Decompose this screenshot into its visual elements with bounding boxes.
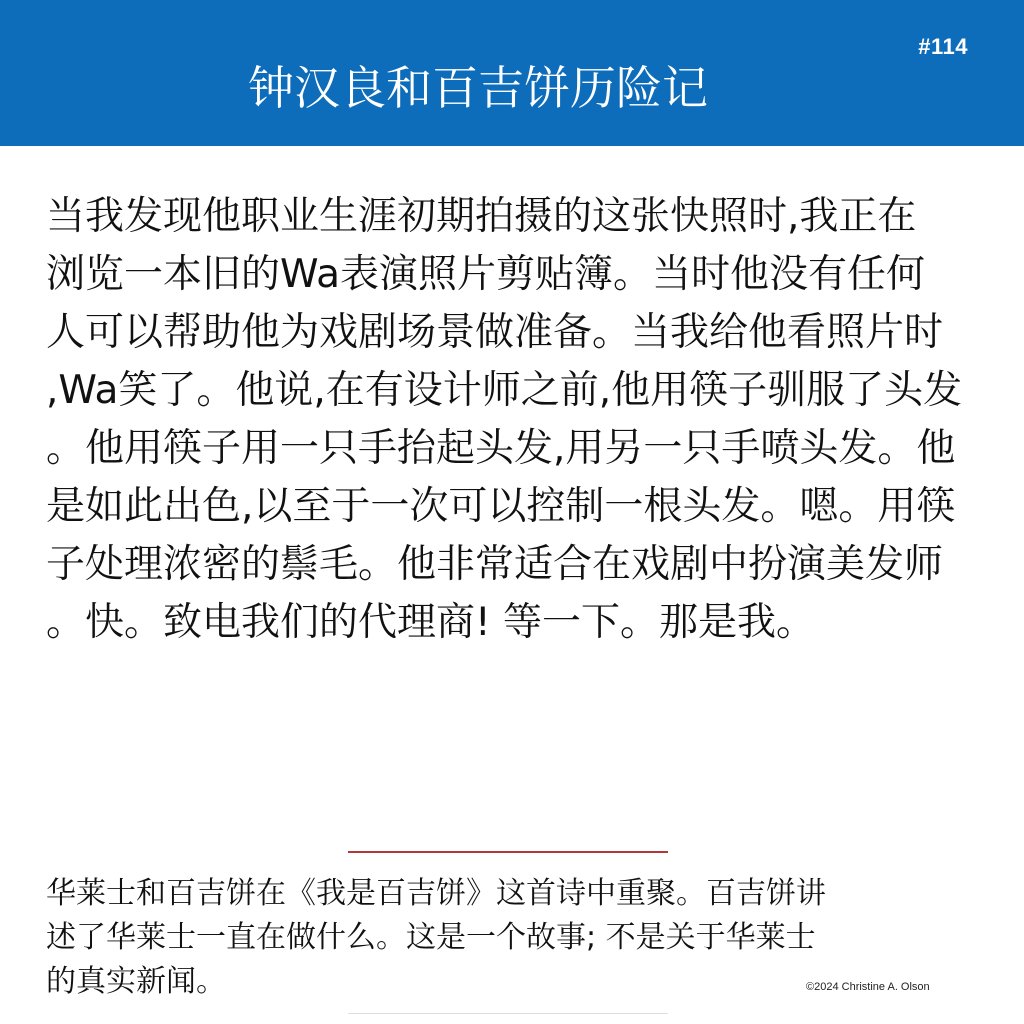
header-banner <box>0 0 1024 146</box>
bottom-divider <box>348 1013 668 1014</box>
story-body-text: 当我发现他职业生涯初期拍摄的这张快照时,我正在 浏览一本旧的Wa表演照片剪贴簿。当时他没有任何 人可以帮助他为戏剧场景做准备。当我给他看照片时 ,Wa笑了。他说,在有设计师之前,他用筷子驯服了头发 。他用筷子用一只手抬起头发,用另一只手喷头发。他 是如此出色,以至于一次可以控制一根头发。嗯。用筷 子处理浓密的鬃毛。他非常适合在戏剧中扮演美发师 。快。致电我们的代理商! 等一下。那是我。 <box>46 194 963 645</box>
issue-number: #114 <box>918 34 968 59</box>
page-title: 钟汉良和百吉饼历险记 <box>248 61 708 115</box>
copyright-notice: ©2024 Christine A. Olson <box>806 981 930 993</box>
section-divider <box>348 851 668 853</box>
footer-note: 华莱士和百吉饼在《我是百吉饼》这首诗中重聚。百吉饼讲 述了华莱士一直在做什么。这是一个故事; 不是关于华莱士 的真实新闻。 <box>46 876 826 999</box>
